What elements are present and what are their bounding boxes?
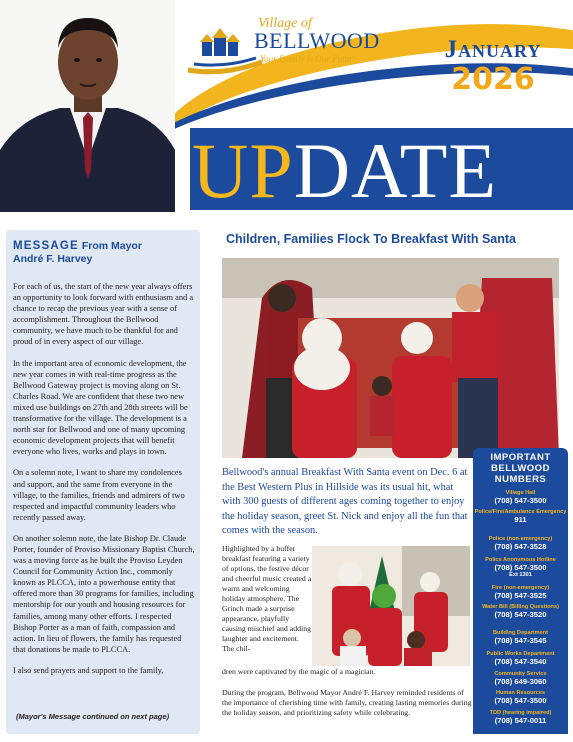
message-from: From Mayor [81,240,142,252]
article-body-bottom: During the program, Bellwood Mayor André F. Harvey reminded residents of the importance of cherishing time with family, creating lasting memories during the holiday season, and prioritizing safety while celebrating. [222,688,472,717]
issue-year: 2026 [451,62,535,97]
number-label: Fire (non-emergency) [491,585,550,591]
number-entry [473,710,568,725]
mayor-name: André F. Harvey [13,253,93,265]
important-numbers-title [473,452,568,485]
number-label: Community Service [494,671,547,677]
number-entry [473,536,568,551]
number-entry [473,490,568,505]
mayor-portrait [0,0,175,212]
phone-number: (708) 547-3545 [494,636,547,646]
message-paragraph: For each of us, the start of the new year always offers an opportunity to look forward with enthusiasm and a chance to recap the previous year with a sense of accomplishment. Throughout the Bellwood community, we have much to be thankful for and proud of in every aspect of our village. [13,282,194,347]
number-entry [473,585,568,600]
phone-number: (708) 547-3500 [494,696,547,706]
phone-number: (708) 547-0011 [494,716,547,726]
message-paragraph: In the important area of economic development, the new year comes in with real-time progress as the Bellwood Gateway project is moving along on St. Charles Road. We are confident that these two new mixed use buildings on 27th and 28th streets will be transformative for the village. The development is a north star for Bellwood and one of many upcoming economic development projects that will benefit everyone who lives, works and plays in town. [13,358,188,457]
message-heading: MESSAGE [13,240,79,252]
phone-number: (708) 547-3520 [494,610,547,620]
article-body-side-end: dren were captivated by the magic of a magician. [222,667,376,676]
article-lead: Bellwood's annual Breakfast With Santa event on Dec. 6 at the Best Western Plus in Hillside was its usual hit, what with 300 guests of different ages coming together to enjoy the holiday season, greet St. Nick and enjoy all the fun that comes with the season. [222,467,468,536]
message-continued-note: (Mayor's Message continued on next page) [16,712,170,721]
logo-village-text: Village of [258,16,312,31]
update-title [192,127,498,214]
phone-number: (708) 649-3060 [494,677,547,687]
logo-name: BELLWOOD [254,28,380,53]
numbers-title-line: NUMBERS [494,474,547,485]
number-entry [473,604,568,619]
number-label: Village Hall [505,490,536,496]
phone-number: (708) 547-3525 [494,591,547,601]
phone-number: 911 [514,515,527,525]
message-paragraph: On a solemn note, I want to share my condolences and support, and the same from everyone in the village, to the families, friends and admirers of two respected and impactful community leaders who recently passed away. [13,468,185,522]
number-label: Police/Fire/Ambulance Emergency [474,509,567,515]
phone-number: (708) 547-3500 [494,496,547,506]
number-label: Human Resources [495,690,546,696]
phone-number: (708) 547-3540 [494,657,547,667]
article-title: Children, Families Flock To Breakfast With Santa [226,232,516,246]
number-label: Water Bill (Billing Questions) [482,604,559,610]
phone-extension: Ext 1301 [509,572,532,579]
number-entry [473,509,568,524]
number-label: Building Department [492,630,548,636]
grinch-santa-photo [312,546,470,666]
update-title-up: UP [192,127,294,214]
phone-number: (708) 547-3528 [494,542,547,552]
santa-group-photo [222,258,559,458]
logo-tagline: Your Family Is Our Future [260,54,357,64]
number-entry [473,630,568,645]
numbers-title-line: IMPORTANT [490,452,551,463]
message-paragraph: On another solemn note, the late Bishop Dr. Claude Porter, founder of Proviso Missionary Baptist Church, was a moving force as he built the Proviso Leyden Council for Community Action Inc., commonly known as PLCCA, into a powerhouse entity that offered more than 30 programs for families, including mentorship for our youth and housing resources for families, among many other efforts. I respected Bishop Porter as a man of faith, compassion and action. In lieu of flowers, the family has requested that donations be made to PLCCA. [13,533,195,654]
number-label: Police Anonymous Hotline [485,557,556,563]
number-entry [473,557,568,579]
article-body-side: Highlighted by a buffet breakfast featuring a variety of options, the festive décor and cheerful music created a warm and welcoming holiday atmosphere. The Grinch made a surprise appearance, playfully causing mischief and adding laughter and excitement. The chil- [222,544,312,653]
bellwood-logo-icon [184,18,264,80]
number-entry [473,671,568,686]
phone-number: (708) 547-3500 [494,563,547,573]
mayor-message-title [13,240,198,266]
mayor-message-body [13,281,196,686]
number-label: Police (non-emergency) [488,536,553,542]
village-logo [180,18,420,88]
issue-month: January [444,36,542,63]
numbers-title-line: BELLWOOD [491,463,550,474]
number-entry [473,690,568,705]
message-paragraph: I also send prayers and support to the family, [13,665,164,675]
number-label: TDD (hearing impaired) [489,710,552,716]
number-label: Public Works Department [486,651,555,657]
number-entry [473,651,568,666]
update-title-rest: DATE [293,127,498,214]
